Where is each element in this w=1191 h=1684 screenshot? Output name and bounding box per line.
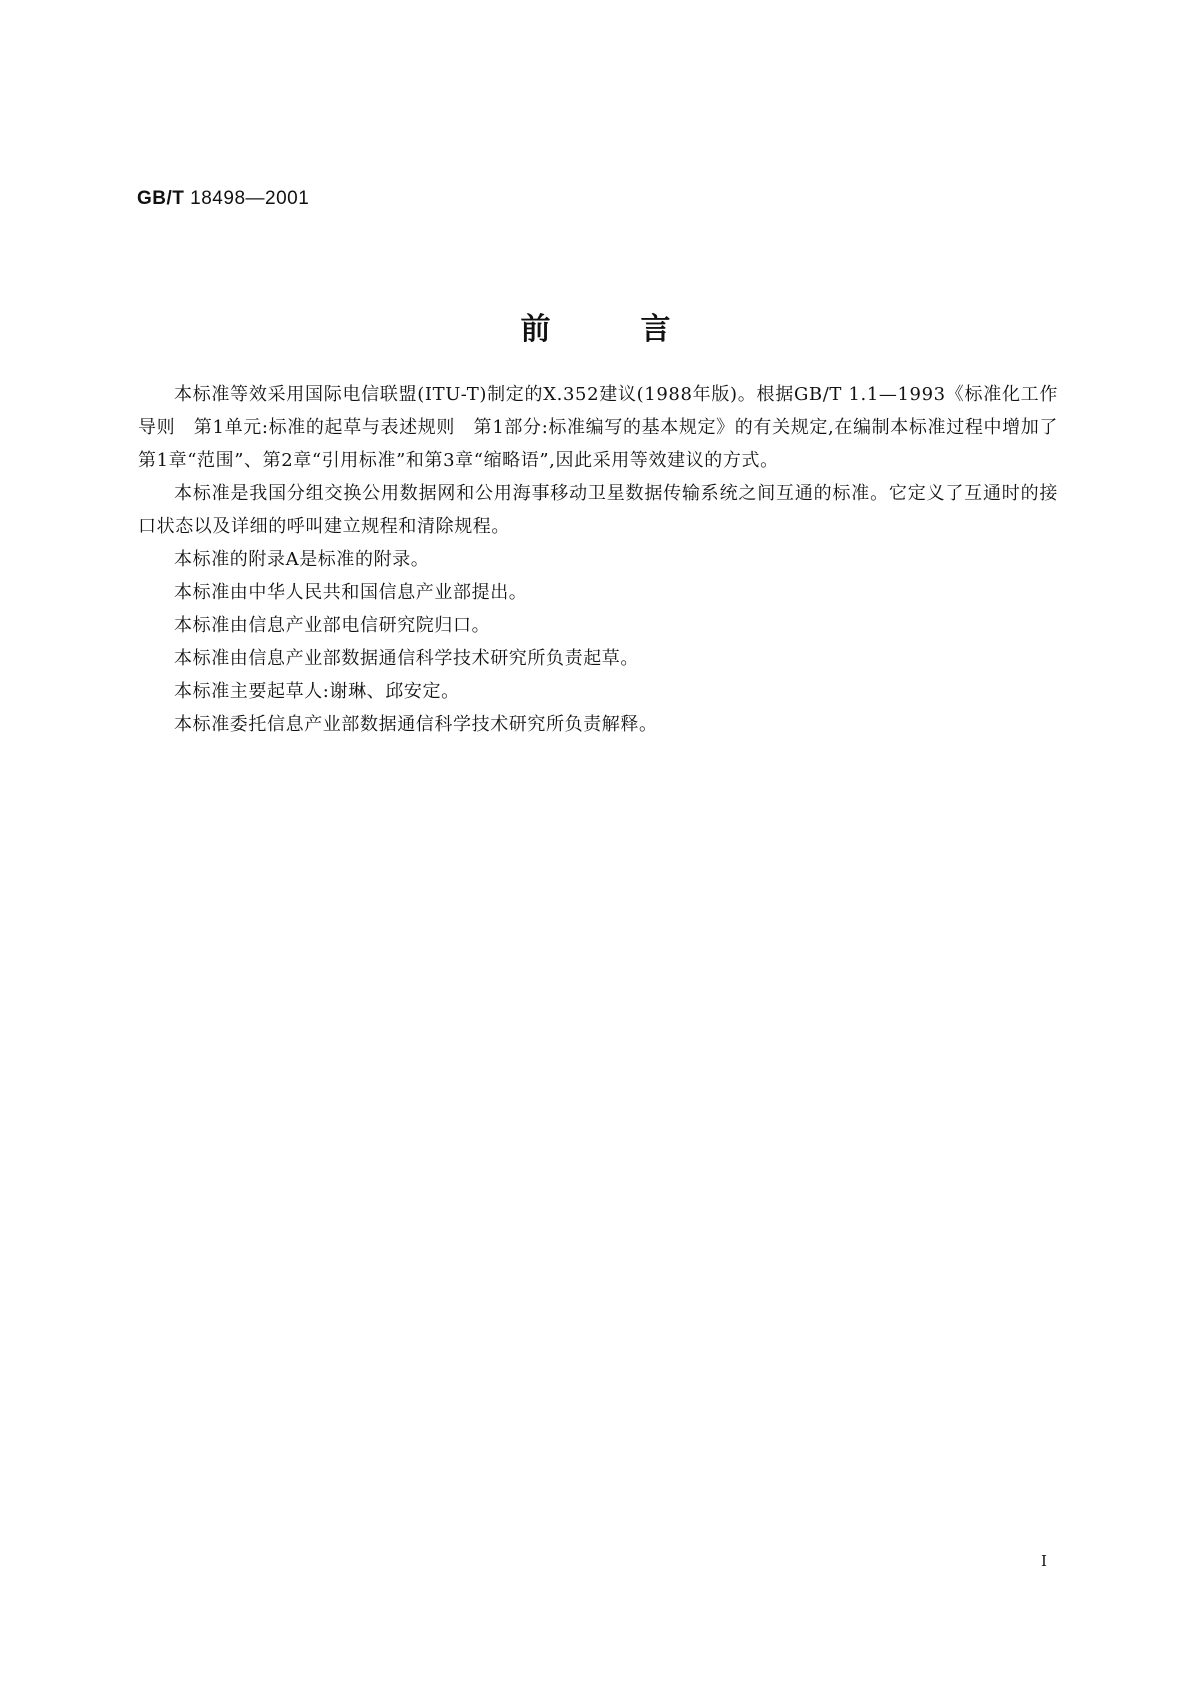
paragraph-drafting-unit: 本标准由信息产业部数据通信科学技术研究所负责起草。 (174, 648, 639, 669)
paragraph-adoption: 本标准等效采用国际电信联盟(ITU-T)制定的X.352建议(1988年版)。根据GB/T 1.1—1993《标准化工作导则 第1单元:标准的起草与表述规则 第1部分:标准编写的基本规定》的有关规定,在编制本标准过程中增加了第1章“范围”、第2章“引用标准”和第3章“缩略语”,因此采用等效建议的方式。 (138, 384, 1058, 471)
standard-prefix: GB/T (137, 188, 185, 209)
page-number: I (1041, 1552, 1047, 1570)
paragraph-proposer: 本标准由中华人民共和国信息产业部提出。 (174, 582, 528, 603)
page-title: 前言 (520, 312, 761, 347)
paragraph-interpretation: 本标准委托信息产业部数据通信科学技术研究所负责解释。 (174, 714, 658, 735)
standard-code (137, 188, 309, 210)
standard-number: 18498—2001 (190, 188, 310, 209)
foreword-body (138, 378, 1058, 741)
paragraph-drafters: 本标准主要起草人:谢琳、邱安定。 (174, 681, 460, 702)
paragraph-scope: 本标准是我国分组交换公用数据网和公用海事移动卫星数据传输系统之间互通的标准。它定义了互通时的接口状态以及详细的呼叫建立规程和清除规程。 (138, 483, 1058, 537)
paragraph-annex: 本标准的附录A是标准的附录。 (174, 549, 430, 570)
paragraph-centralized: 本标准由信息产业部电信研究院归口。 (174, 615, 491, 636)
